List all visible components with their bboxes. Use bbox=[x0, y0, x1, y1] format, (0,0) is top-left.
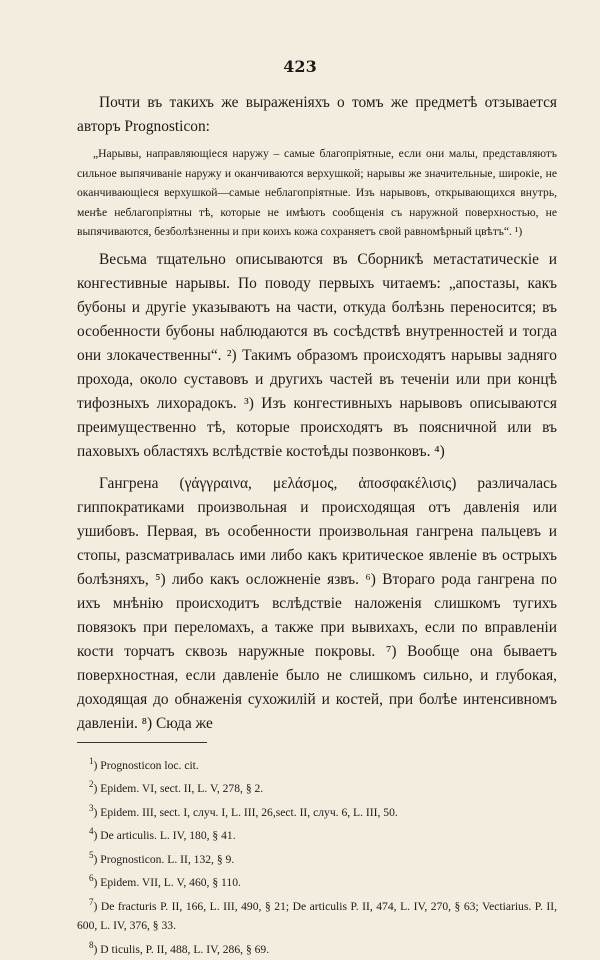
footnote-mark: 4 bbox=[89, 826, 94, 837]
footnote-text: Epidem. III, sect. I, случ. I, L. III, 26,sect. II, случ. 6, L. III, 50. bbox=[100, 805, 398, 819]
paragraph-1: Почти въ такихъ же выраженіяхъ о томъ же предметѣ отзывается авторъ Prognosticon: bbox=[77, 94, 557, 135]
footnote: $^4$) De articulis. L. IV, 180, § 41. bbox=[89, 826, 236, 843]
footnote-text: Prognosticon. L. II, 132, § 9. bbox=[100, 852, 235, 866]
footnote: $^1$) Prognosticon loc. cit. bbox=[89, 756, 199, 772]
footnote-mark: 6 bbox=[89, 873, 94, 884]
quote-paragraph: „Нарывы, направляющіеся наружу – самые благопріятные, если они малы, представляютъ сильное выпячиваніе наружу и оканчиваются верхушкой; нарывы же значительные, широкіе, не оканчивающіеся верхушкой—самые неблагопріятные. Изъ нарывовъ, открывающихся внутрь, менѣе неблагопріятны тѣ, которые не имѣютъ сообщенія съ наружной поверхностью, не выпячиваются, безболѣзненны и при коихъ кожа сохраняетъ свой равномѣрный цвѣтъ“. ¹) bbox=[77, 147, 557, 239]
footnote-mark: 7 bbox=[89, 896, 94, 907]
footnote-mark: 5 bbox=[89, 849, 94, 860]
paragraph-2: Весьма тщательно описываются въ Сборникѣ метастатическіе и конгестивные нарывы. По поводу первыхъ читаемъ: „апостазы, какъ бубоны и другіе указываютъ на части, откуда болѣзнь переносится; въ особенности бубоны наблюдаются въ сосѣдствѣ внутренностей и тогда они злокачественны“. ²) Такимъ образомъ происходятъ нарывы задняго прохода, около суставовъ и другихъ частей въ теченіи или при концѣ тифозныхъ лихорадокъ. ³) Изъ конгестивныхъ нарывовъ описываются преимущественно тѣ, которые происходятъ въ поясничной или въ паховыхъ областяхъ вслѣдствіе костоѣды позвонковъ. ⁴) bbox=[77, 250, 557, 460]
footnote-text: De fracturis P. II, 166, L. III, 490, § 21; De articulis P. II, 474, L. IV, 270, § 63; Vectiarius. P. II, 600, L. IV, 376, § 33. bbox=[77, 899, 557, 933]
footnote-rule bbox=[77, 742, 207, 743]
paragraph-3: Гангрена (γάγγραινα, μελάσμος, ἀποσφακέλισις) различалась гиппократиками произвольная и происходящая отъ давленія или ушибовъ. Первая, въ особенности произвольная гангрена пальцевъ и стопы, разсматривалась ими либо какъ критическое явленіе въ острыхъ болѣзняхъ, ⁵) либо какъ осложненіе язвъ. ⁶) Втораго рода гангрена по ихъ мнѣнію происходитъ вслѣдствіе наложенія слишкомъ тугихъ повязокъ при переломахъ, а также при вывихахъ, если по вправленіи кости торчатъ сквозь наружные покровы. ⁷) Вообще она бываетъ поверхностная, если давленіе было не слишкомъ сильно, и глубокая, доходящая до обнаженія сухожилій и костей, при болѣе интенсивномъ давленіи. ⁸) Сюда же bbox=[77, 474, 557, 732]
footnote-text: De articulis. L. IV, 180, § 41. bbox=[100, 829, 236, 843]
footnote-mark: 3 bbox=[89, 802, 94, 813]
footnote-text: D ticulis, P. II, 488, L. IV, 286, § 69. bbox=[100, 942, 270, 956]
footnotes bbox=[77, 752, 557, 959]
footnote: $^5$) Prognosticon. L. II, 132, § 9. bbox=[89, 849, 235, 866]
footnote: $^8$) D ticulis, P. II, 488, L. IV, 286, § 69. bbox=[89, 939, 270, 956]
footnote: $^6$) Epidem. VII, L. V, 460, § 110. bbox=[89, 873, 241, 890]
footnote-mark: 2 bbox=[89, 779, 94, 790]
body-text bbox=[77, 91, 557, 736]
footnote-text: Epidem. VI, sect. II, L. V, 278, § 2. bbox=[100, 782, 264, 796]
footnote-text: Epidem. VII, L. V, 460, § 110. bbox=[100, 876, 241, 890]
footnote: $^3$) Epidem. III, sect. I, случ. I, L. III, 26,sect. II, случ. 6, L. III, 50. bbox=[89, 802, 398, 819]
footnote-mark: 1 bbox=[89, 756, 94, 766]
footnote: $^7$) De fracturis P. II, 166, L. III, 490, § 21; De articulis P. II, 474, L. IV, 270, § 63; Vectiarius. P. II, 600, L. IV, 376, § 33. bbox=[77, 896, 557, 933]
page-number: 423 bbox=[283, 57, 317, 76]
footnote: $^2$) Epidem. VI, sect. II, L. V, 278, § 2. bbox=[89, 779, 264, 796]
footnote-mark: 8 bbox=[89, 939, 94, 950]
footnote-text: Prognosticon loc. cit. bbox=[100, 758, 199, 772]
